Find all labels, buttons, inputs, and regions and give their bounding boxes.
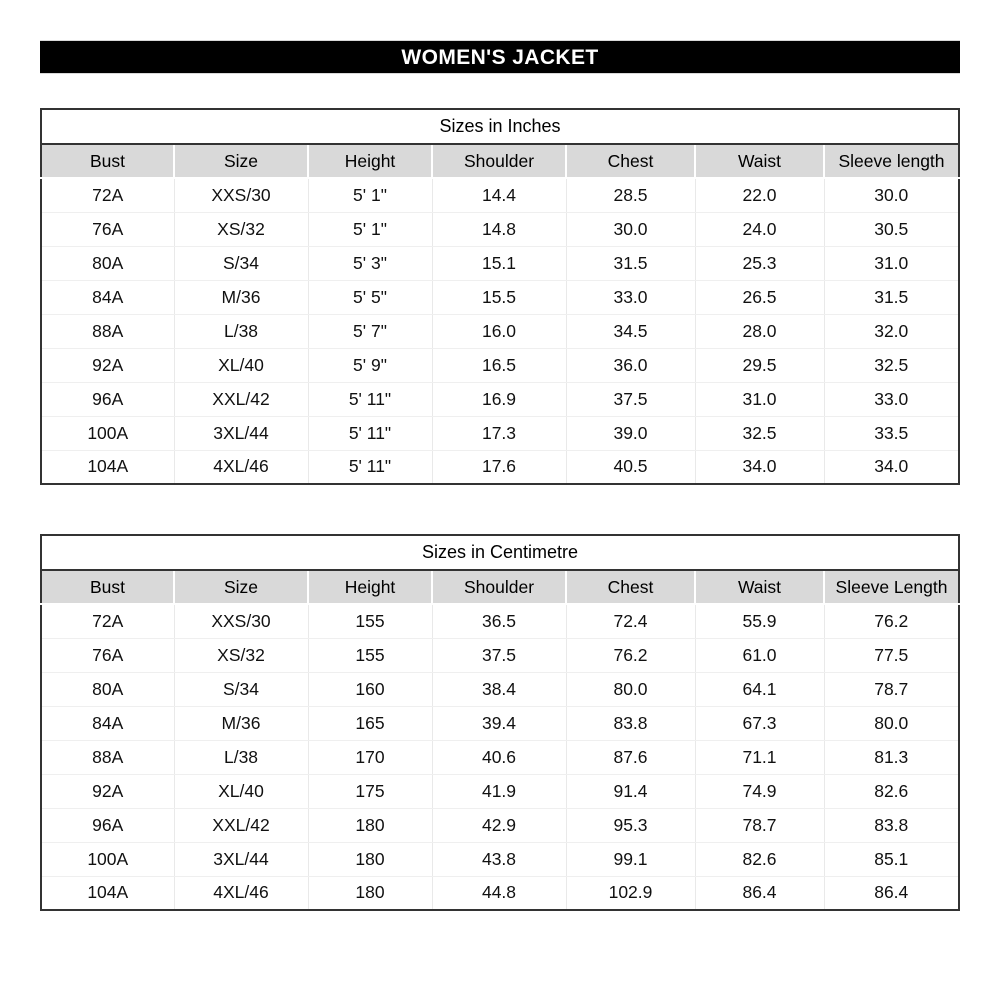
table-cell: 86.4 bbox=[874, 882, 909, 903]
table-cell: 5' 11" bbox=[308, 416, 432, 450]
table-cell: 76.2 bbox=[566, 638, 695, 672]
column-header: Bust bbox=[41, 570, 174, 604]
table-cell: XXL/42 bbox=[174, 808, 308, 842]
table-cell: 30.5 bbox=[824, 212, 959, 246]
table-cell: 32.5 bbox=[695, 416, 824, 450]
table-cell: 83.8 bbox=[566, 706, 695, 740]
table-cell: 155 bbox=[308, 604, 432, 638]
sizes-in-inches-table bbox=[40, 108, 960, 485]
column-header: Shoulder bbox=[432, 144, 566, 178]
table-row bbox=[41, 672, 959, 706]
table-cell: 33.0 bbox=[824, 382, 959, 416]
table-cell: S/34 bbox=[174, 672, 308, 706]
table-cell: 5' 5" bbox=[308, 280, 432, 314]
table-cell: XXL/42 bbox=[174, 382, 308, 416]
table-cell: 72A bbox=[41, 178, 174, 212]
table-cell: 91.4 bbox=[566, 774, 695, 808]
sizes-in-centimetre-table bbox=[40, 534, 960, 911]
table-row bbox=[41, 706, 959, 740]
table-row bbox=[41, 382, 959, 416]
table-cell: 74.9 bbox=[695, 774, 824, 808]
table-cell: 175 bbox=[308, 774, 432, 808]
table-cell: 76.2 bbox=[824, 604, 959, 638]
table-cell: 99.1 bbox=[566, 842, 695, 876]
table-cell: 170 bbox=[308, 740, 432, 774]
table-cell: 5' 1" bbox=[308, 178, 432, 212]
table-cell: 80A bbox=[41, 246, 174, 280]
table-cell: 76A bbox=[41, 212, 174, 246]
table-cell: 102.9 bbox=[566, 876, 695, 910]
table-cell: 30.0 bbox=[824, 178, 959, 212]
table-cell: 38.4 bbox=[432, 672, 566, 706]
table-cell: 104A bbox=[41, 450, 174, 484]
table-cell: 40.6 bbox=[432, 740, 566, 774]
column-header: Height bbox=[308, 570, 432, 604]
table-cell: 5' 11" bbox=[308, 382, 432, 416]
table-cell: 5' 11" bbox=[308, 450, 432, 484]
table-cell: 3XL/44 bbox=[174, 842, 308, 876]
table-cell: 64.1 bbox=[695, 672, 824, 706]
column-header: Size bbox=[174, 570, 308, 604]
table-cell: 72.4 bbox=[566, 604, 695, 638]
table-cell: XS/32 bbox=[174, 212, 308, 246]
table-cell: 44.8 bbox=[432, 876, 566, 910]
table-cell: 86.4 bbox=[695, 876, 824, 910]
table-row bbox=[41, 638, 959, 672]
table-cell: 100A bbox=[41, 416, 174, 450]
column-header: Height bbox=[308, 144, 432, 178]
table-row bbox=[41, 178, 959, 212]
table-cell: L/38 bbox=[174, 740, 308, 774]
table-cell: 180 bbox=[308, 876, 432, 910]
table-cell: 17.6 bbox=[432, 450, 566, 484]
table-cell: 5' 1" bbox=[308, 212, 432, 246]
table-cell: 33.0 bbox=[566, 280, 695, 314]
table-cell: 82.6 bbox=[695, 842, 824, 876]
table-cell: 42.9 bbox=[432, 808, 566, 842]
table-row bbox=[41, 604, 959, 638]
table-cell: 61.0 bbox=[695, 638, 824, 672]
column-header-row bbox=[41, 144, 959, 178]
table-cell: M/36 bbox=[174, 280, 308, 314]
table-row bbox=[41, 280, 959, 314]
page-title: WOMEN'S JACKET bbox=[40, 40, 960, 74]
table-cell: 3XL/44 bbox=[174, 416, 308, 450]
table-cell: 34.5 bbox=[566, 314, 695, 348]
table-cell: 28.5 bbox=[566, 178, 695, 212]
table-row bbox=[41, 450, 959, 484]
table-cell: 96A bbox=[41, 808, 174, 842]
column-header: Chest bbox=[566, 144, 695, 178]
table-cell: 31.0 bbox=[695, 382, 824, 416]
table-cell: 85.1 bbox=[824, 842, 959, 876]
table-cell: 22.0 bbox=[695, 178, 824, 212]
table-cell: 32.0 bbox=[824, 314, 959, 348]
column-header-row bbox=[41, 570, 959, 604]
table-cell: 180 bbox=[308, 808, 432, 842]
table-cell: M/36 bbox=[174, 706, 308, 740]
table-cell: 30.0 bbox=[566, 212, 695, 246]
table-caption-row bbox=[41, 535, 959, 570]
table-cell: 92A bbox=[41, 774, 174, 808]
table-row bbox=[41, 348, 959, 382]
table-row bbox=[41, 314, 959, 348]
table-cell: 165 bbox=[308, 706, 432, 740]
table-cell: 88A bbox=[41, 314, 174, 348]
table-cell: 180 bbox=[308, 842, 432, 876]
table-cell: 84A bbox=[41, 280, 174, 314]
column-header: Chest bbox=[566, 570, 695, 604]
table-cell: 72A bbox=[41, 604, 174, 638]
table-cell: 84A bbox=[41, 706, 174, 740]
table-cell: 87.6 bbox=[566, 740, 695, 774]
table-cell: 92A bbox=[41, 348, 174, 382]
table-cell: 80.0 bbox=[566, 672, 695, 706]
table-cell: 17.3 bbox=[432, 416, 566, 450]
table-cell: 37.5 bbox=[432, 638, 566, 672]
column-header: Size bbox=[174, 144, 308, 178]
table-row bbox=[41, 212, 959, 246]
table-cell: 37.5 bbox=[566, 382, 695, 416]
table-cell: 96A bbox=[41, 382, 174, 416]
table-cell: 81.3 bbox=[824, 740, 959, 774]
table-row bbox=[41, 416, 959, 450]
table-cell: 32.5 bbox=[824, 348, 959, 382]
table-cell: 55.9 bbox=[695, 604, 824, 638]
table-cell: 34.0 bbox=[874, 456, 909, 477]
table-cell: 31.5 bbox=[566, 246, 695, 280]
table-cell: 4XL/46 bbox=[174, 876, 308, 910]
table-cell: 76A bbox=[41, 638, 174, 672]
table-cell: 36.5 bbox=[432, 604, 566, 638]
table-cell: 40.5 bbox=[566, 450, 695, 484]
table-cell: 26.5 bbox=[695, 280, 824, 314]
table-cell: 33.5 bbox=[824, 416, 959, 450]
table-cell: 14.8 bbox=[432, 212, 566, 246]
table-cell: 39.4 bbox=[432, 706, 566, 740]
table-cell: 16.0 bbox=[432, 314, 566, 348]
table-cell: 15.5 bbox=[432, 280, 566, 314]
table-cell: 77.5 bbox=[824, 638, 959, 672]
table-cell: 80.0 bbox=[824, 706, 959, 740]
table-cell: 34.0 bbox=[695, 450, 824, 484]
table-cell: 31.0 bbox=[824, 246, 959, 280]
table-row bbox=[41, 808, 959, 842]
table-cell: 80A bbox=[41, 672, 174, 706]
table-cell: 82.6 bbox=[824, 774, 959, 808]
table-cell: XS/32 bbox=[174, 638, 308, 672]
table-cell: 104A bbox=[41, 876, 174, 910]
table-cell: 14.4 bbox=[432, 178, 566, 212]
table-cell: 16.9 bbox=[432, 382, 566, 416]
table-row bbox=[41, 246, 959, 280]
table-cell: 83.8 bbox=[824, 808, 959, 842]
column-header: Sleeve Length bbox=[824, 570, 959, 604]
table-caption-row bbox=[41, 109, 959, 144]
table-cell: 25.3 bbox=[695, 246, 824, 280]
table-cell: 88A bbox=[41, 740, 174, 774]
table-cell: XXS/30 bbox=[174, 178, 308, 212]
table-cell: 78.7 bbox=[695, 808, 824, 842]
table-cell: 24.0 bbox=[695, 212, 824, 246]
column-header: Shoulder bbox=[432, 570, 566, 604]
table-row bbox=[41, 774, 959, 808]
table-caption: Sizes in Centimetre bbox=[41, 535, 959, 570]
table-cell: 5' 3" bbox=[308, 246, 432, 280]
table-cell: 5' 9" bbox=[308, 348, 432, 382]
table-cell: 155 bbox=[308, 638, 432, 672]
table-row bbox=[41, 842, 959, 876]
table-cell: 41.9 bbox=[432, 774, 566, 808]
table-cell: L/38 bbox=[174, 314, 308, 348]
table-cell: 28.0 bbox=[695, 314, 824, 348]
table-cell: 67.3 bbox=[695, 706, 824, 740]
table-row bbox=[41, 740, 959, 774]
table-caption: Sizes in Inches bbox=[41, 109, 959, 144]
table-cell: 100A bbox=[41, 842, 174, 876]
table-cell: XXS/30 bbox=[174, 604, 308, 638]
table-cell: 95.3 bbox=[566, 808, 695, 842]
table-cell: 43.8 bbox=[432, 842, 566, 876]
table-cell: 31.5 bbox=[824, 280, 959, 314]
table-cell: 39.0 bbox=[566, 416, 695, 450]
table-cell: 160 bbox=[308, 672, 432, 706]
column-header: Bust bbox=[41, 144, 174, 178]
table-cell: S/34 bbox=[174, 246, 308, 280]
column-header: Waist bbox=[695, 144, 824, 178]
column-header: Sleeve length bbox=[824, 144, 959, 178]
table-cell: 29.5 bbox=[695, 348, 824, 382]
table-cell: 15.1 bbox=[432, 246, 566, 280]
table-cell: 36.0 bbox=[566, 348, 695, 382]
table-row bbox=[41, 876, 959, 910]
table-cell: XL/40 bbox=[174, 774, 308, 808]
table-cell: 71.1 bbox=[695, 740, 824, 774]
table-cell: 4XL/46 bbox=[174, 450, 308, 484]
table-cell: 78.7 bbox=[824, 672, 959, 706]
table-cell: 16.5 bbox=[432, 348, 566, 382]
table-cell: 5' 7" bbox=[308, 314, 432, 348]
column-header: Waist bbox=[695, 570, 824, 604]
table-cell: XL/40 bbox=[174, 348, 308, 382]
